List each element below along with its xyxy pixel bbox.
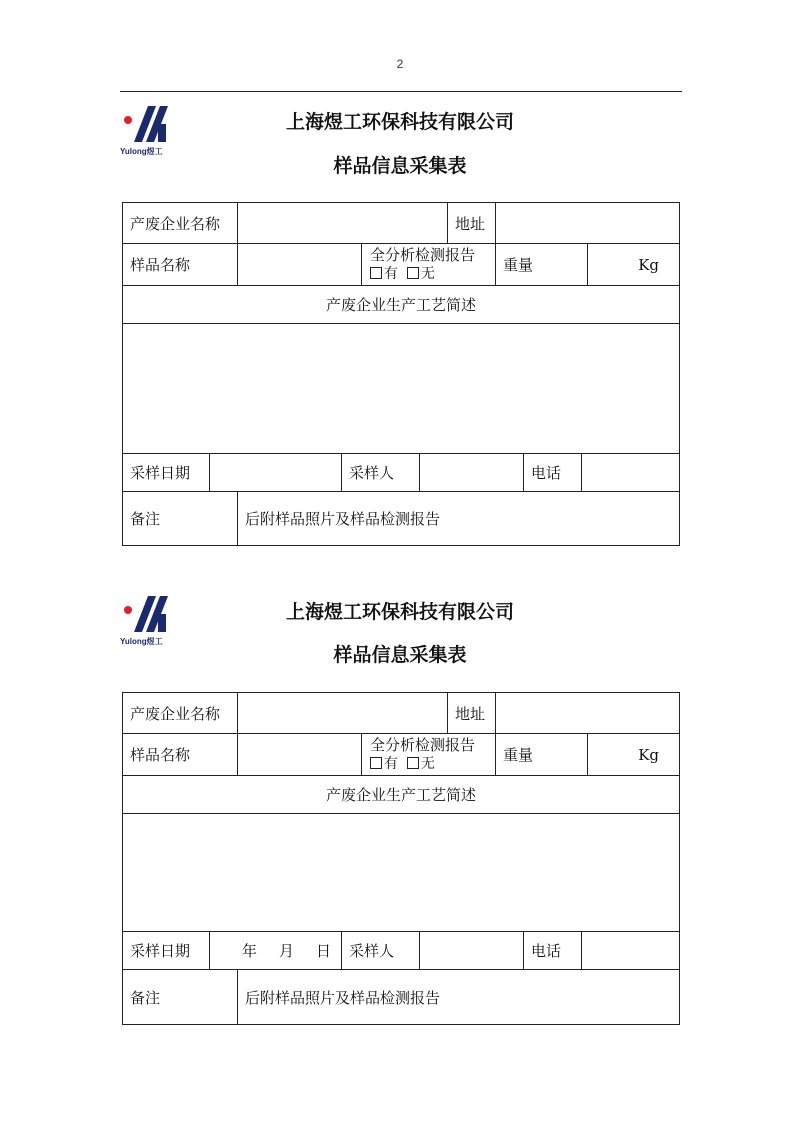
- row-sampling: [123, 453, 679, 491]
- sample-name-field[interactable]: [237, 244, 361, 285]
- date-day: 日: [316, 942, 332, 960]
- sampler-label: 采样人: [341, 932, 419, 969]
- remarks-label: 备注: [130, 988, 161, 1007]
- remarks-label: 备注: [130, 510, 161, 528]
- page-number: 2: [396, 57, 404, 71]
- sampling-date-label: 采样日期: [130, 942, 191, 960]
- option-no-label: 无: [420, 755, 435, 772]
- enterprise-name-label: 产废企业名称: [130, 214, 221, 233]
- remarks-field[interactable]: 后附样品照片及样品检测报告: [237, 492, 679, 545]
- sample-info-table: [122, 692, 680, 1025]
- row-sample: [123, 733, 679, 775]
- option-no-label: 无: [420, 265, 435, 282]
- row-sample: [123, 243, 679, 285]
- company-name: 上海煜工环保科技有限公司: [285, 111, 514, 133]
- phone-label: 电话: [523, 454, 581, 491]
- full-analysis-report-label: 全分析检测报告: [370, 735, 476, 754]
- checkbox-no[interactable]: [407, 757, 419, 769]
- row-process-header: [123, 285, 679, 323]
- sample-name-label: 样品名称: [130, 256, 191, 274]
- report-options: [370, 265, 435, 284]
- row-enterprise: [123, 203, 679, 243]
- company-name: 上海煜工环保科技有限公司: [285, 601, 514, 623]
- row-remarks: [123, 969, 679, 1024]
- checkbox-no[interactable]: [407, 267, 419, 279]
- row-sampling: [123, 931, 679, 969]
- logo-mark-icon: [120, 102, 180, 146]
- sampling-date-label: 采样日期: [130, 464, 191, 482]
- phone-field[interactable]: [581, 454, 679, 491]
- phone-label: 电话: [523, 932, 581, 969]
- logo-text: Yulong煜工: [120, 637, 163, 646]
- full-analysis-report-label: 全分析检测报告: [370, 245, 476, 264]
- sampler-label: 采样人: [341, 454, 419, 491]
- row-enterprise: [123, 693, 679, 733]
- address-field[interactable]: [495, 203, 679, 243]
- row-process-body: [123, 813, 679, 931]
- company-logo: [120, 102, 180, 162]
- enterprise-name-field[interactable]: [237, 203, 447, 243]
- process-section-title: 产废企业生产工艺简述: [325, 786, 476, 804]
- remarks-field[interactable]: 后附样品照片及样品检测报告: [237, 970, 679, 1024]
- sample-info-table: [122, 202, 680, 546]
- weight-label: 重量: [495, 734, 587, 775]
- weight-field[interactable]: [587, 734, 679, 775]
- enterprise-name-label: 产废企业名称: [130, 704, 221, 723]
- phone-field[interactable]: [581, 932, 679, 969]
- sampling-date-field[interactable]: [209, 454, 341, 491]
- row-process-body: [123, 323, 679, 453]
- process-description-area[interactable]: [123, 814, 679, 931]
- weight-unit: Kg: [638, 745, 659, 764]
- sampling-date-field[interactable]: [209, 932, 341, 969]
- form-title: 样品信息采集表: [333, 644, 467, 666]
- row-remarks: [123, 491, 679, 545]
- header-rule: [120, 91, 682, 92]
- date-year: 年: [242, 942, 258, 960]
- sample-name-label: 样品名称: [130, 746, 191, 764]
- weight-unit: Kg: [638, 255, 659, 274]
- option-yes-label: 有: [384, 265, 398, 282]
- row-process-header: [123, 775, 679, 813]
- process-description-area[interactable]: [123, 324, 679, 453]
- option-yes-label: 有: [384, 755, 398, 772]
- weight-label: 重量: [495, 244, 587, 285]
- form-title: 样品信息采集表: [333, 155, 467, 177]
- address-field[interactable]: [495, 693, 679, 733]
- sampler-field[interactable]: [419, 454, 523, 491]
- report-options: [370, 755, 435, 774]
- checkbox-yes[interactable]: [370, 267, 382, 279]
- process-section-title: 产废企业生产工艺简述: [325, 296, 476, 314]
- checkbox-yes[interactable]: [370, 757, 382, 769]
- full-analysis-report-cell: [361, 734, 495, 775]
- full-analysis-report-cell: [361, 244, 495, 285]
- logo-text: Yulong煜工: [120, 147, 163, 156]
- date-month: 月: [279, 942, 295, 960]
- company-logo: [120, 592, 180, 652]
- address-label: 地址: [447, 693, 495, 733]
- address-label: 地址: [447, 203, 495, 243]
- weight-field[interactable]: [587, 244, 679, 285]
- enterprise-name-field[interactable]: [237, 693, 447, 733]
- logo-mark-icon: [120, 592, 180, 636]
- sample-name-field[interactable]: [237, 734, 361, 775]
- sampler-field[interactable]: [419, 932, 523, 969]
